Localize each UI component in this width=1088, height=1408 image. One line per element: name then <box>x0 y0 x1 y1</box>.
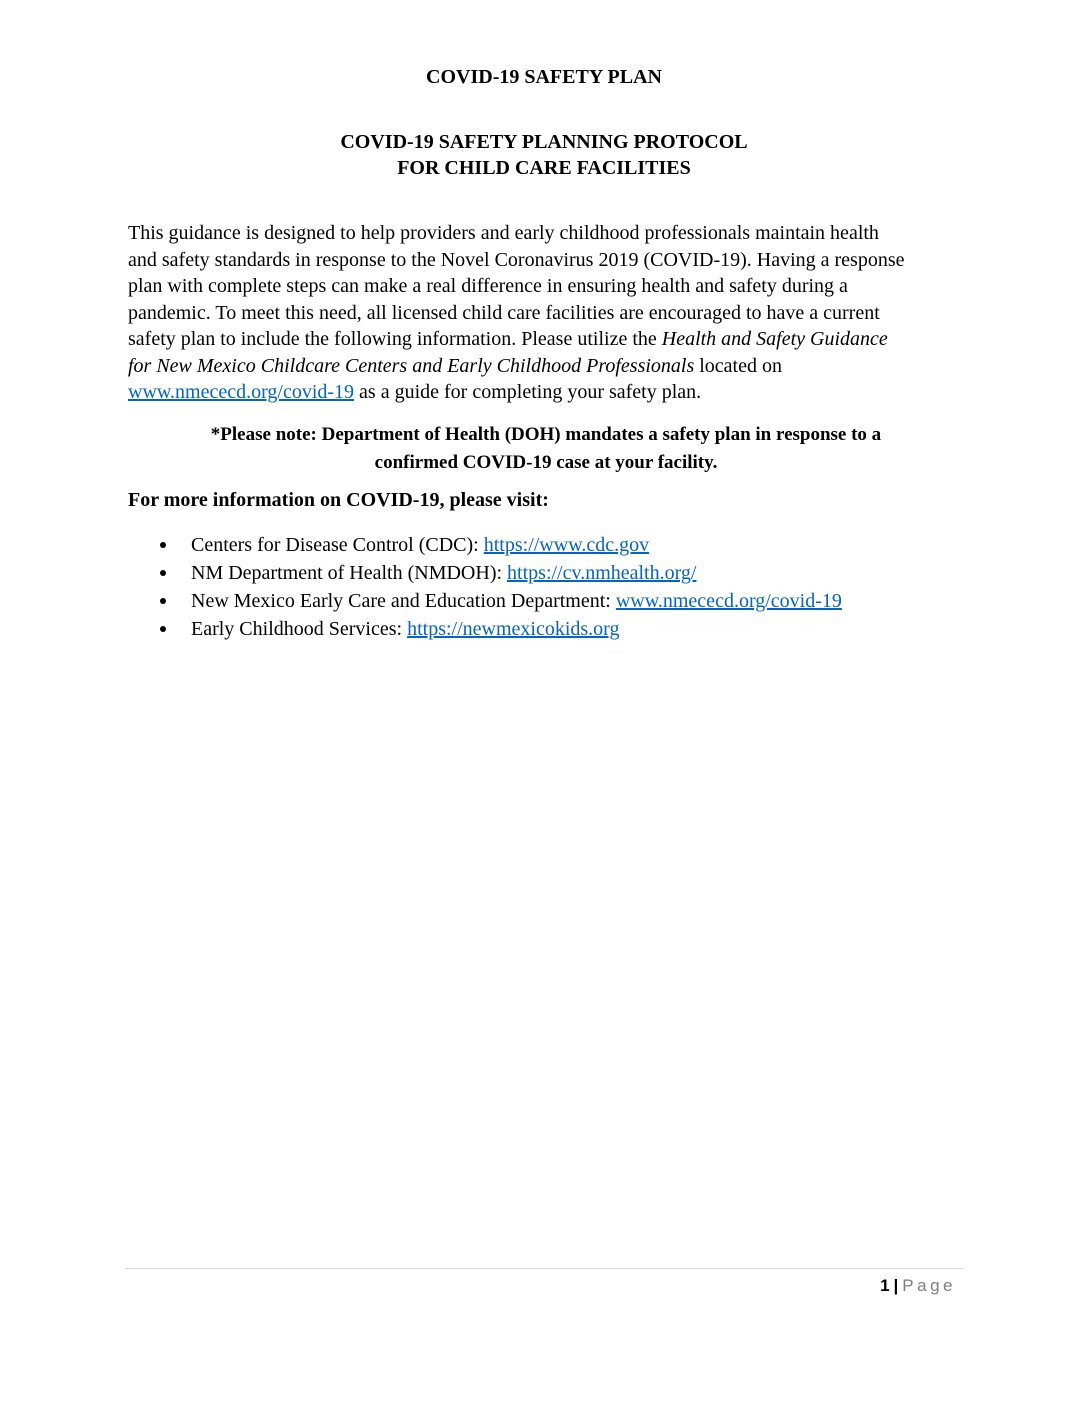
bullet-icon <box>160 626 166 632</box>
nmdoh-link[interactable]: https://cv.nmhealth.org/ <box>507 562 697 584</box>
intro-text: as a guide for completing your safety plan. <box>354 381 702 403</box>
intro-line: plan with complete steps can make a real difference in ensuring health and safety during a <box>128 275 848 297</box>
note-line-1: *Please note: Department of Health (DOH) mandates a safety plan in response to a <box>210 424 882 445</box>
intro-line: This guidance is designed to help providers and early childhood professionals maintain health <box>128 222 879 244</box>
guidance-title-italic: for New Mexico Childcare Centers and Early Childhood Professionals <box>128 354 695 377</box>
document-subtitle <box>0 129 1088 181</box>
intro-text: located on <box>694 354 782 377</box>
page-word: Page <box>902 1276 956 1295</box>
page-footer <box>880 1275 956 1297</box>
footer-separator: | <box>893 1276 899 1295</box>
resource-label: Centers for Disease Control (CDC): <box>191 534 484 556</box>
list-item <box>160 615 842 643</box>
subtitle-line-1: COVID-19 SAFETY PLANNING PROTOCOL <box>340 131 748 153</box>
doh-note <box>128 421 964 477</box>
note-line-2: confirmed COVID-19 case at your facility. <box>374 452 718 473</box>
more-info-heading: For more information on COVID-19, please visit: <box>128 489 549 511</box>
bullet-icon <box>160 542 166 548</box>
document-title: COVID-19 SAFETY PLAN <box>426 66 662 88</box>
nmececd-resource-link[interactable]: www.nmececd.org/covid-19 <box>615 590 842 612</box>
newmexicokids-link[interactable]: https://newmexicokids.org <box>407 618 620 640</box>
bullet-icon <box>160 598 166 604</box>
list-item <box>160 559 842 587</box>
resource-list <box>160 531 842 643</box>
intro-line <box>128 353 964 380</box>
cdc-link[interactable]: https://www.cdc.gov <box>483 534 650 556</box>
resource-label: Early Childhood Services: <box>191 618 408 640</box>
intro-line <box>128 379 964 406</box>
list-item <box>160 531 842 559</box>
bullet-icon <box>160 570 166 576</box>
nmececd-link[interactable]: www.nmececd.org/covid-19 <box>128 381 355 403</box>
footer-divider <box>125 1268 964 1269</box>
list-item <box>160 587 842 615</box>
intro-paragraph <box>128 220 964 406</box>
guidance-title-italic: Health and Safety Guidance <box>661 328 888 350</box>
page-number: 1 <box>880 1276 890 1295</box>
subtitle-line-2: FOR CHILD CARE FACILITIES <box>397 157 691 179</box>
resource-label: NM Department of Health (NMDOH): <box>191 562 508 584</box>
intro-line: pandemic. To meet this need, all licensed child care facilities are encouraged to have a current <box>128 301 880 324</box>
intro-line <box>128 326 964 353</box>
intro-line: and safety standards in response to the Novel Coronavirus 2019 (COVID-19). Having a response <box>128 248 905 271</box>
resource-label: New Mexico Early Care and Education Department: <box>191 590 616 612</box>
intro-text: safety plan to include the following information. Please utilize the <box>128 328 662 350</box>
